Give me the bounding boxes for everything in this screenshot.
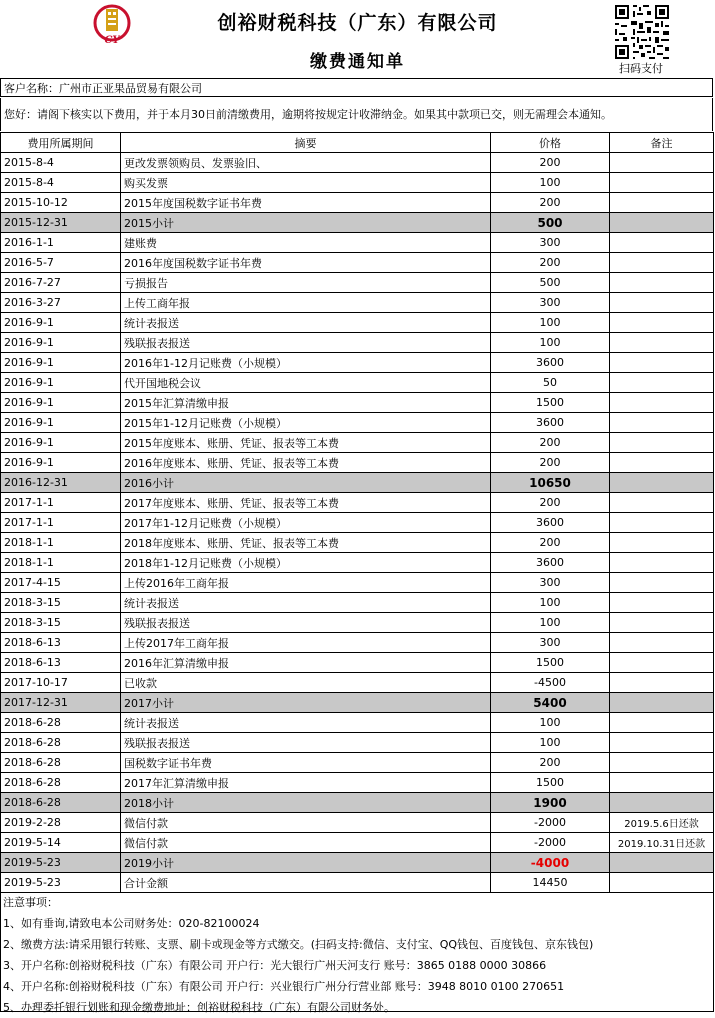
cell-price: 200: [491, 433, 610, 453]
cell-remarks: [610, 233, 714, 253]
cell-period: 2019-2-28: [1, 813, 121, 833]
cell-period: 2018-6-28: [1, 753, 121, 773]
table-row: [1, 433, 714, 453]
cell-period: 2016-9-1: [1, 373, 121, 393]
cell-period: 2017-4-15: [1, 573, 121, 593]
cell-description: 2017年1-12月记账费（小规模）: [121, 513, 491, 533]
subtotal-row: [1, 213, 714, 233]
cell-price: 200: [491, 493, 610, 513]
cell-description: 统计表报送: [121, 713, 491, 733]
cell-price: 1500: [491, 773, 610, 793]
cell-remarks: [610, 293, 714, 313]
cell-period: 2016-9-1: [1, 353, 121, 373]
cell-description: 2016小计: [121, 473, 491, 493]
cell-period: 2016-9-1: [1, 313, 121, 333]
fee-table-header: [1, 133, 714, 153]
cell-price: 100: [491, 613, 610, 633]
cell-description: 2016年1-12月记账费（小规模）: [121, 353, 491, 373]
table-row: [1, 293, 714, 313]
cell-period: 2015-10-12: [1, 193, 121, 213]
cell-description: 上传工商年报: [121, 293, 491, 313]
cell-remarks: 2019.5.6日还款: [610, 813, 714, 833]
cell-period: 2017-12-31: [1, 693, 121, 713]
cell-price: 200: [491, 533, 610, 553]
cell-period: 2016-5-7: [1, 253, 121, 273]
cell-price: 1900: [491, 793, 610, 813]
cell-description: 购买发票: [121, 173, 491, 193]
header-period: 费用所属期间: [1, 133, 121, 153]
table-row: [1, 613, 714, 633]
cell-period: 2018-6-28: [1, 773, 121, 793]
cell-description: 2015年汇算清缴申报: [121, 393, 491, 413]
cell-price: 200: [491, 193, 610, 213]
table-row: [1, 773, 714, 793]
cell-period: 2018-3-15: [1, 613, 121, 633]
header-price: 价格: [491, 133, 610, 153]
table-row: [1, 313, 714, 333]
cell-period: 2016-1-1: [1, 233, 121, 253]
cell-remarks: [610, 793, 714, 813]
cell-price: 300: [491, 233, 610, 253]
cell-period: 2019-5-14: [1, 833, 121, 853]
cell-remarks: [610, 393, 714, 413]
cell-price: 3600: [491, 413, 610, 433]
table-row: [1, 633, 714, 653]
cell-description: 已收款: [121, 673, 491, 693]
table-row: [1, 533, 714, 553]
table-row: [1, 673, 714, 693]
payment-notice: 您好：请阁下核实以下费用，并于本月30日前清缴费用，逾期将按规定计收滞纳金。如果其中款项已交，则无需理会本通知。: [0, 98, 713, 131]
table-row: [1, 193, 714, 213]
table-row: [1, 493, 714, 513]
table-row: [1, 513, 714, 533]
cell-period: 2017-1-1: [1, 493, 121, 513]
cell-price: 100: [491, 733, 610, 753]
fee-table-body: [1, 153, 714, 893]
cell-period: 2016-7-27: [1, 273, 121, 293]
page-bottom-border: [0, 1011, 713, 1012]
cell-period: 2018-1-1: [1, 533, 121, 553]
table-row: [1, 413, 714, 433]
cell-remarks: [610, 873, 714, 893]
cell-remarks: [610, 573, 714, 593]
cell-description: 2017小计: [121, 693, 491, 713]
cell-description: 2017年汇算清缴申报: [121, 773, 491, 793]
cell-price: 200: [491, 153, 610, 173]
cell-period: 2016-3-27: [1, 293, 121, 313]
customer-name: 客户名称：广州市正亚果品贸易有限公司: [0, 78, 713, 97]
cell-period: 2016-9-1: [1, 333, 121, 353]
cell-price: 1500: [491, 653, 610, 673]
cell-remarks: [610, 413, 714, 433]
cell-remarks: [610, 373, 714, 393]
cell-period: 2017-1-1: [1, 513, 121, 533]
cell-remarks: [610, 493, 714, 513]
cell-description: 2019小计: [121, 853, 491, 873]
cell-period: 2018-1-1: [1, 553, 121, 573]
table-row: [1, 573, 714, 593]
logo-lettering: CY: [104, 35, 120, 46]
cell-period: 2015-8-4: [1, 153, 121, 173]
table-row: [1, 373, 714, 393]
cell-remarks: [610, 253, 714, 273]
cell-remarks: [610, 633, 714, 653]
note-item: 4、开户名称:创裕财税科技（广东）有限公司 开户行：兴业银行广州分行营业部 账号：3948 8010 0100 270651: [3, 980, 565, 993]
cell-price: 14450: [491, 873, 610, 893]
subtotal-row: [1, 693, 714, 713]
cell-description: 2016年度账本、账册、凭证、报表等工本费: [121, 453, 491, 473]
table-row: [1, 173, 714, 193]
cell-description: 2015小计: [121, 213, 491, 233]
document-header: [0, 0, 715, 78]
document-title: 缴费通知单: [310, 52, 405, 72]
cell-description: 2018年1-12月记账费（小规模）: [121, 553, 491, 573]
cell-description: 残联报表报送: [121, 733, 491, 753]
cell-period: 2015-8-4: [1, 173, 121, 193]
note-item: 2、缴费方法:请采用银行转账、支票、刷卡或现金等方式缴交。(扫码支持:微信、支付宝、QQ钱包、百度钱包、京东钱包): [3, 938, 594, 951]
note-item: 3、开户名称:创裕财税科技（广东）有限公司 开户行：光大银行广州天河支行 账号：3865 0188 0000 30866: [3, 959, 547, 972]
cell-description: 残联报表报送: [121, 613, 491, 633]
cell-remarks: [610, 193, 714, 213]
cell-description: 2017年度账本、账册、凭证、报表等工本费: [121, 493, 491, 513]
notes-title: 注意事项：: [3, 896, 58, 909]
cell-description: 国税数字证书年费: [121, 753, 491, 773]
cell-description: 上传2016年工商年报: [121, 573, 491, 593]
cell-remarks: [610, 313, 714, 333]
table-row: [1, 713, 714, 733]
table-row: [1, 233, 714, 253]
cell-period: 2018-6-28: [1, 793, 121, 813]
cell-description: 残联报表报送: [121, 333, 491, 353]
cell-description: 建账费: [121, 233, 491, 253]
table-row: [1, 353, 714, 373]
cell-period: 2018-6-13: [1, 633, 121, 653]
cell-description: 2015年1-12月记账费（小规模）: [121, 413, 491, 433]
cell-remarks: [610, 733, 714, 753]
company-logo-icon: [92, 3, 132, 47]
header-remarks: 备注: [610, 133, 714, 153]
cell-description: 代开国地税会议: [121, 373, 491, 393]
cell-remarks: [610, 453, 714, 473]
cell-period: 2016-9-1: [1, 413, 121, 433]
cell-remarks: [610, 433, 714, 453]
cell-description: 合计金额: [121, 873, 491, 893]
subtotal-row: [1, 793, 714, 813]
subtotal-row: [1, 853, 714, 873]
cell-remarks: [610, 693, 714, 713]
cell-description: 2015年度账本、账册、凭证、报表等工本费: [121, 433, 491, 453]
cell-remarks: [610, 353, 714, 373]
cell-period: 2018-6-28: [1, 713, 121, 733]
cell-remarks: [610, 593, 714, 613]
cell-period: 2018-6-28: [1, 733, 121, 753]
cell-price: 3600: [491, 353, 610, 373]
table-row: [1, 273, 714, 293]
cell-remarks: [610, 853, 714, 873]
cell-period: 2017-10-17: [1, 673, 121, 693]
subtotal-row: [1, 473, 714, 493]
cell-period: 2018-6-13: [1, 653, 121, 673]
cell-period: 2016-12-31: [1, 473, 121, 493]
table-row: [1, 833, 714, 853]
cell-price: 1500: [491, 393, 610, 413]
cell-price: -2000: [491, 813, 610, 833]
company-name: 创裕财税科技（广东）有限公司: [217, 12, 498, 34]
cell-remarks: [610, 333, 714, 353]
table-row: [1, 873, 714, 893]
cell-period: 2019-5-23: [1, 873, 121, 893]
cell-price: 100: [491, 713, 610, 733]
cell-description: 2016年汇算清缴申报: [121, 653, 491, 673]
cell-description: 2016年度国税数字证书年费: [121, 253, 491, 273]
cell-description: 亏损报告: [121, 273, 491, 293]
table-row: [1, 393, 714, 413]
cell-period: 2015-12-31: [1, 213, 121, 233]
cell-remarks: [610, 213, 714, 233]
cell-price: 3600: [491, 513, 610, 533]
cell-price: 300: [491, 573, 610, 593]
cell-period: 2018-3-15: [1, 593, 121, 613]
cell-price: -2000: [491, 833, 610, 853]
table-row: [1, 733, 714, 753]
cell-description: 上传2017年工商年报: [121, 633, 491, 653]
cell-remarks: [610, 173, 714, 193]
cell-price: 200: [491, 453, 610, 473]
cell-remarks: [610, 673, 714, 693]
cell-remarks: [610, 613, 714, 633]
header-description: 摘要: [121, 133, 491, 153]
cell-period: 2016-9-1: [1, 393, 121, 413]
cell-price: 300: [491, 293, 610, 313]
cell-remarks: [610, 473, 714, 493]
cell-price: 200: [491, 753, 610, 773]
cell-price: -4500: [491, 673, 610, 693]
cell-remarks: [610, 273, 714, 293]
table-row: [1, 813, 714, 833]
cell-price: 500: [491, 213, 610, 233]
cell-description: 2018小计: [121, 793, 491, 813]
table-row: [1, 553, 714, 573]
cell-remarks: [610, 553, 714, 573]
table-row: [1, 753, 714, 773]
note-item: 1、如有垂询,请致电本公司财务处：020-82100024: [3, 917, 260, 930]
cell-description: 2015年度国税数字证书年费: [121, 193, 491, 213]
cell-price: 100: [491, 593, 610, 613]
cell-description: 统计表报送: [121, 593, 491, 613]
cell-remarks: [610, 533, 714, 553]
cell-description: 2018年度账本、账册、凭证、报表等工本费: [121, 533, 491, 553]
cell-period: 2016-9-1: [1, 433, 121, 453]
qr-code-icon[interactable]: [613, 3, 671, 61]
qr-caption: 扫码支付: [619, 62, 663, 75]
cell-price: 3600: [491, 553, 610, 573]
table-row: [1, 593, 714, 613]
cell-description: 微信付款: [121, 813, 491, 833]
cell-price: 500: [491, 273, 610, 293]
cell-description: 更改发票领购员、发票验旧、: [121, 153, 491, 173]
note-item: 5、办理委托银行划账和现金缴费地址：创裕财税科技（广东）有限公司财务处。: [3, 1001, 395, 1014]
cell-price: 5400: [491, 693, 610, 713]
cell-price: 100: [491, 313, 610, 333]
cell-price: 300: [491, 633, 610, 653]
fee-table: [0, 132, 714, 893]
cell-remarks: [610, 153, 714, 173]
table-row: [1, 453, 714, 473]
cell-description: 微信付款: [121, 833, 491, 853]
cell-price: 100: [491, 333, 610, 353]
cell-remarks: [610, 753, 714, 773]
cell-period: 2016-9-1: [1, 453, 121, 473]
cell-remarks: 2019.10.31日还款: [610, 833, 714, 853]
cell-remarks: [610, 513, 714, 533]
cell-price: 50: [491, 373, 610, 393]
notes-border-right: [713, 893, 714, 1012]
table-row: [1, 253, 714, 273]
cell-price: 100: [491, 173, 610, 193]
notes-section: [0, 893, 713, 1018]
table-row: [1, 333, 714, 353]
cell-price: 200: [491, 253, 610, 273]
cell-remarks: [610, 713, 714, 733]
cell-price: -4000: [491, 853, 610, 873]
table-row: [1, 153, 714, 173]
cell-remarks: [610, 653, 714, 673]
cell-remarks: [610, 773, 714, 793]
cell-description: 统计表报送: [121, 313, 491, 333]
cell-period: 2019-5-23: [1, 853, 121, 873]
cell-price: 10650: [491, 473, 610, 493]
table-row: [1, 653, 714, 673]
